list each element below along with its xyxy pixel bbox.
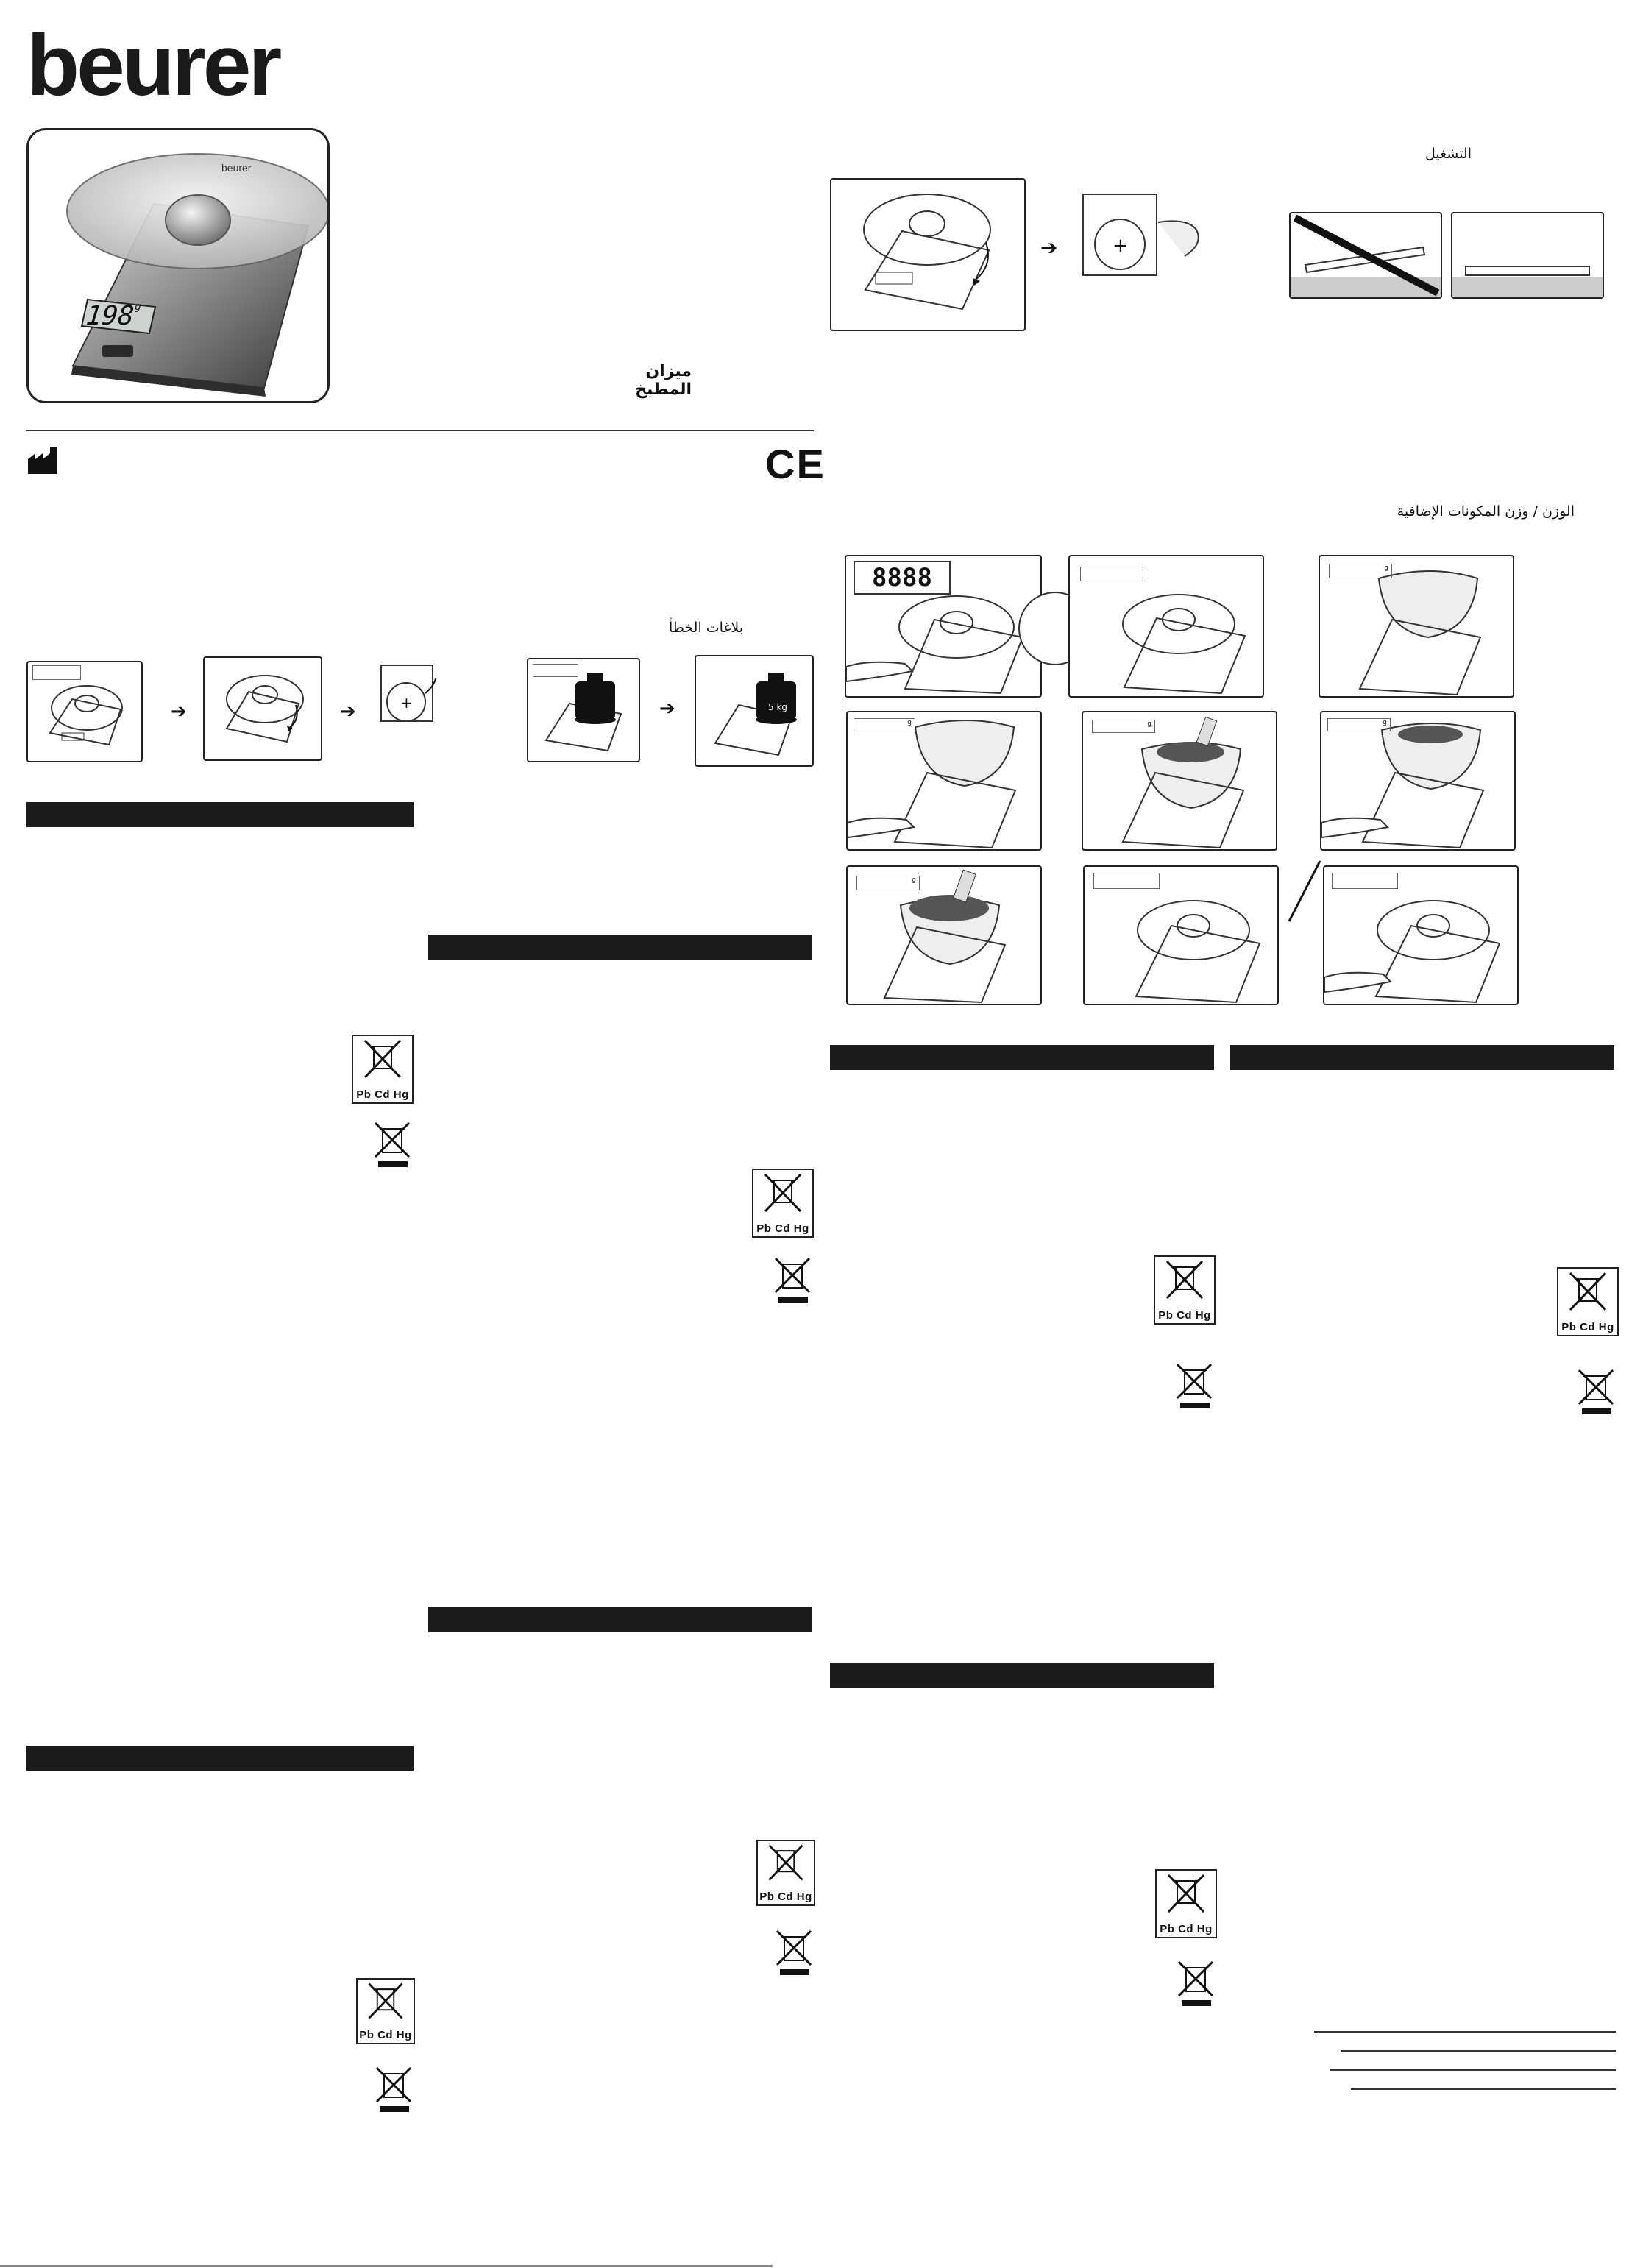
section-header-bar <box>428 1607 812 1632</box>
chem-label: Pb Cd Hg <box>356 1088 409 1101</box>
section-title-operation: التشغيل <box>1424 146 1472 162</box>
battery-disposal-icon <box>1557 1267 1619 1336</box>
svg-text:+: + <box>400 694 413 712</box>
product-photo <box>26 128 330 403</box>
unit-g: g <box>1329 564 1392 578</box>
illustration-weigh-step1 <box>845 555 1042 698</box>
weee-bin-icon <box>1176 1361 1213 1413</box>
illustration-battery-insert <box>380 664 434 723</box>
address-line <box>1314 2031 1616 2033</box>
battery-disposal-icon <box>1154 1255 1216 1325</box>
weee-bin-icon <box>776 1928 812 1980</box>
illustration-overload-step1 <box>527 658 640 762</box>
battery-disposal-icon <box>352 1035 414 1104</box>
illustration-weigh-step8 <box>1083 865 1279 1005</box>
brand-logo: beurer <box>26 17 280 114</box>
weee-bin-icon <box>774 1255 811 1307</box>
chem-label: Pb Cd Hg <box>1158 1309 1211 1322</box>
product-display-unit: g <box>134 301 142 313</box>
segment-display: 8888 <box>854 561 951 595</box>
weee-bin-icon <box>375 2065 412 2116</box>
chem-label: Pb Cd Hg <box>756 1222 809 1235</box>
illustration-weigh-step4 <box>846 711 1042 851</box>
manufacturer-icon <box>26 446 60 478</box>
svg-text:beurer: beurer <box>221 162 252 174</box>
weight-label: 5 kg <box>768 702 788 712</box>
bottom-rule <box>0 2265 773 2267</box>
illustration-weigh-step6 <box>1320 711 1516 851</box>
address-line <box>1341 2050 1616 2052</box>
illustration-even-surface <box>1451 212 1604 299</box>
chem-label: Pb Cd Hg <box>1160 1923 1213 1935</box>
section-title-weighing: الوزن / وزن المكونات الإضافية <box>1397 503 1575 520</box>
section-header-bar <box>830 1045 1214 1070</box>
address-line <box>1330 2069 1616 2071</box>
battery-disposal-icon <box>356 1978 415 2044</box>
section-header-bar <box>428 935 812 960</box>
section-title-errors: بلاغات الخطأ <box>669 620 743 636</box>
weee-bin-icon <box>1177 1959 1214 2010</box>
section-header-bar <box>26 1746 414 1771</box>
arrow-icon: ➔ <box>340 701 356 723</box>
section-header-bar <box>26 802 414 827</box>
section-header-bar <box>830 1663 1214 1688</box>
illustration-operation-scale <box>830 178 1026 331</box>
product-display-reading: 198 <box>84 301 136 331</box>
battery-disposal-icon <box>1155 1869 1217 1938</box>
section-header-bar <box>1230 1045 1614 1070</box>
battery-disposal-icon <box>752 1169 814 1238</box>
unit-g: g <box>856 876 920 890</box>
illustration-error-step1 <box>26 661 143 762</box>
illustration-uneven-surface <box>1289 212 1442 299</box>
product-title: ميزان المطبخ <box>635 362 692 399</box>
chem-label: Pb Cd Hg <box>1561 1321 1614 1333</box>
unit-g: g <box>1327 718 1391 731</box>
illustration-overload-step2 <box>695 655 814 767</box>
illustration-weigh-step2 <box>1068 555 1264 698</box>
address-line <box>1351 2088 1616 2090</box>
svg-text:+: + <box>1113 235 1129 257</box>
chem-label: Pb Cd Hg <box>759 1890 812 1903</box>
arrow-icon: ➔ <box>659 698 675 720</box>
battery-disposal-icon <box>756 1840 815 1906</box>
ce-mark: CE <box>765 441 826 487</box>
illustration-battery-tab <box>1082 193 1214 281</box>
chem-label: Pb Cd Hg <box>359 2029 412 2041</box>
arrow-icon: ➔ <box>171 701 187 723</box>
illustration-weigh-step3 <box>1319 555 1514 698</box>
illustration-weigh-step7 <box>846 865 1042 1005</box>
illustration-weigh-step5 <box>1082 711 1277 851</box>
illustration-weigh-step9 <box>1323 865 1519 1005</box>
unit-g: g <box>854 718 915 731</box>
arrow-icon: ➔ <box>1040 235 1058 260</box>
slash-separator <box>1286 858 1323 927</box>
weee-bin-icon <box>374 1120 411 1172</box>
illustration-error-step2 <box>203 656 322 761</box>
unit-g: g <box>1092 720 1155 733</box>
weee-bin-icon <box>1578 1367 1614 1419</box>
header-divider <box>26 430 814 431</box>
